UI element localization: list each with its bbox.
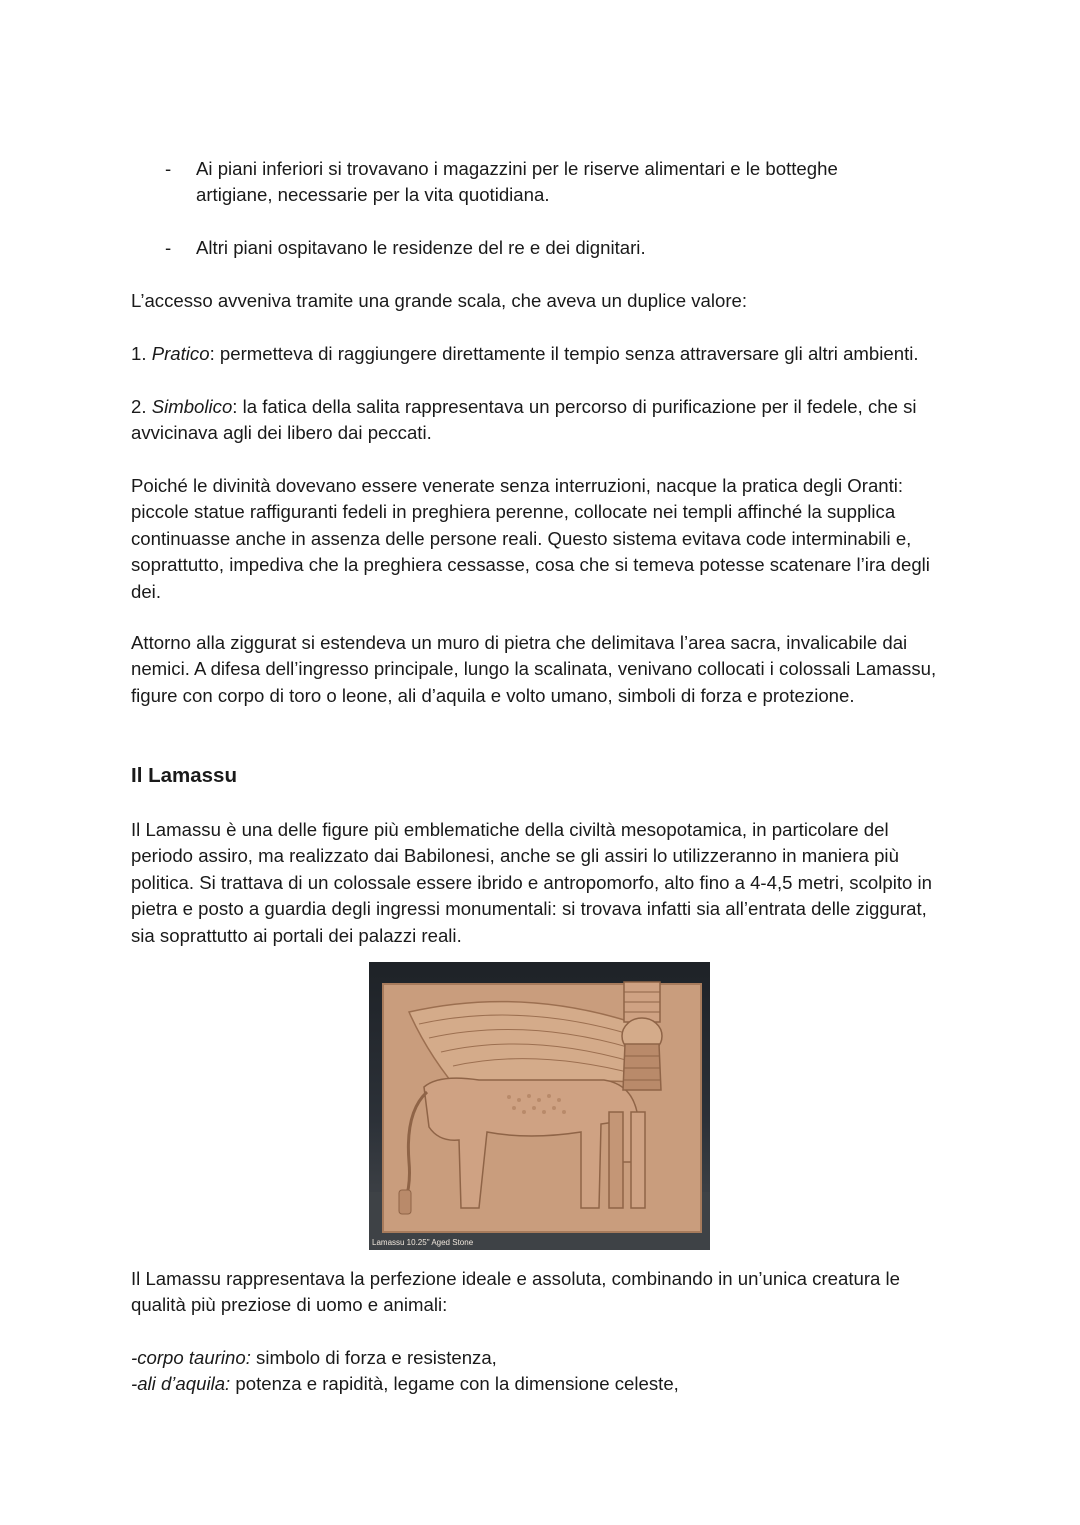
- trait-item: [131, 1371, 951, 1397]
- paragraph-oranti: Poiché le divinità dovevano essere venerate senza interruzioni, nacque la pratica degli Oranti: piccole statue raffiguranti fedeli in preghiera perenne, collocate nei templi affinché la supplica continuasse anche in assenza delle persone reali. Questo sistema evitava code interminabili e, soprattutto, impediva che la preghiera cessasse, cosa che si temeva potesse scatenare l’ira degli dei.: [131, 475, 930, 602]
- trait-term: -ali d’aquila:: [131, 1373, 231, 1394]
- list-number: 2.: [131, 396, 147, 417]
- bullet-dash: -: [165, 158, 172, 179]
- list-term: Simbolico: [151, 396, 233, 417]
- lamassu-relief-illustration: [369, 962, 710, 1250]
- lamassu-photo: [369, 962, 710, 1250]
- paragraph-perfezione: Il Lamassu rappresentava la perfezione ideale e assoluta, combinando in un’unica creatura le qualità più preziose di uomo e animali:: [131, 1268, 901, 1316]
- image-caption: Lamassu 10.25" Aged Stone: [372, 1238, 474, 1247]
- list-text: : la fatica della salita rappresentava un percorso di purificazione per il fedele, che si avvicinava agli dei libero dai peccati.: [131, 396, 917, 444]
- bullet-text: Altri piani ospitavano le residenze del re e dei dignitari.: [196, 237, 646, 258]
- list-term: Pratico: [151, 343, 210, 364]
- paragraph-lamassu: Il Lamassu è una delle figure più emblematiche della civiltà mesopotamica, in particolare del periodo assiro, ma realizzato dai Babilonesi, anche se gli assiri lo utilizzeranno in maniera più politica. Si trattava di un colossale essere ibrido e antropomorfo, alto fino a 4-4,5 metri, scolpito in pietra e posto a guardia degli ingressi monumentali: si trovava infatti sia all’entrata delle ziggurat, sia soprattutto ai portali dei palazzi reali.: [131, 819, 932, 946]
- trait-text: potenza e rapidità, legame con la dimensione celeste,: [230, 1373, 679, 1394]
- list-item-symbolic: [131, 394, 931, 447]
- list-item-practical: [131, 341, 921, 367]
- section-heading: Il Lamassu: [131, 764, 237, 787]
- trait-text: simbolo di forza e resistenza,: [250, 1347, 497, 1368]
- paragraph-muro: Attorno alla ziggurat si estendeva un muro di pietra che delimitava l’area sacra, invalicabile dai nemici. A difesa dell’ingresso principale, lungo la scalinata, venivano collocati i colossali Lamassu, figure con corpo di toro o leone, ali d’aquila e volto umano, simboli di forza e protezione.: [131, 632, 937, 706]
- bullet-dash: -: [165, 237, 172, 258]
- list-number: 1.: [131, 343, 147, 364]
- list-text: : permetteva di raggiungere direttamente il tempio senza attraversare gli altri ambienti.: [209, 343, 919, 364]
- trait-term: -corpo taurino:: [131, 1347, 251, 1368]
- trait-item: [131, 1345, 951, 1371]
- bullet-text: Ai piani inferiori si trovavano i magazzini per le riserve alimentari e le botteghe artigiane, necessarie per la vita quotidiana.: [196, 158, 838, 206]
- paragraph-access: L’accesso avveniva tramite una grande scala, che aveva un duplice valore:: [131, 290, 748, 311]
